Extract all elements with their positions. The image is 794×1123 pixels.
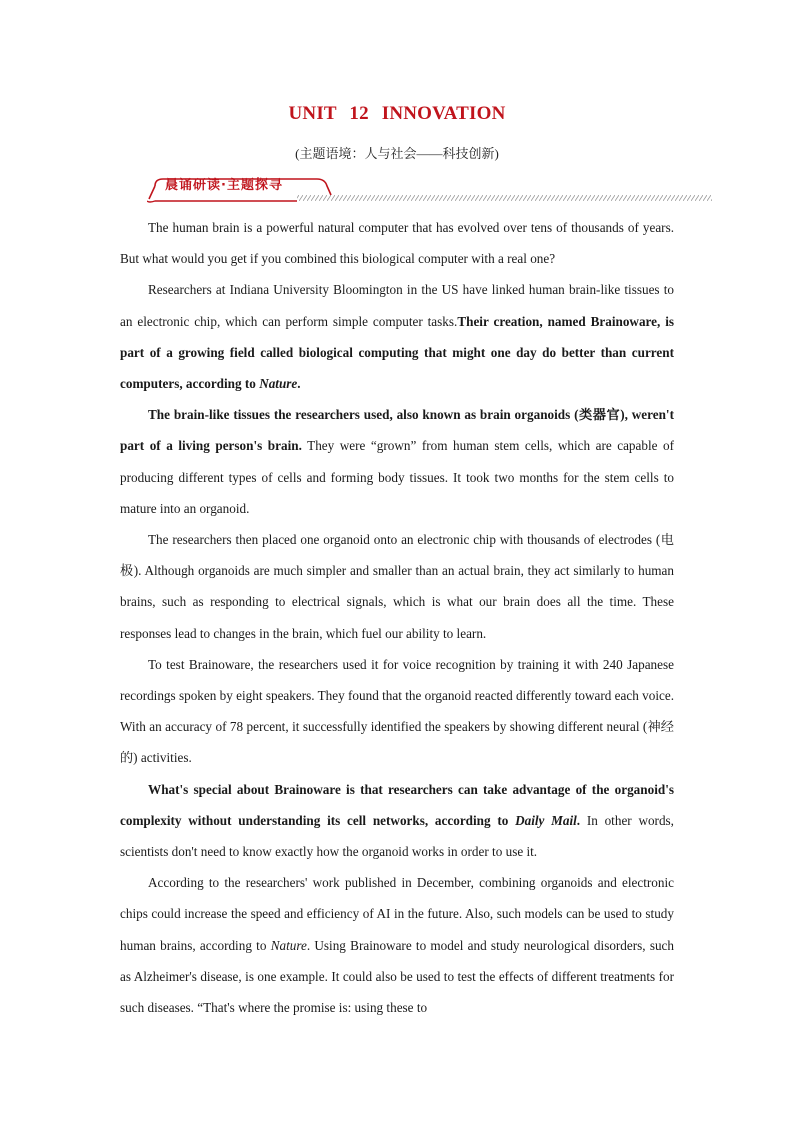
paragraph-6-bold-text: What's special about Brainoware is that researchers can take advantage of the organoid's complexity without understanding its cell networks, according to — [120, 781, 674, 828]
paragraph-7-text-b: . Using Brainoware to model and study neurological disorders, such as Alzheimer's disease, is one example. It could also be used to test the effects of different treatments for such diseases. “That's where the promise is: using these to — [120, 937, 674, 1016]
paragraph-2-bold-text: Their creation, named Brainoware, is part of a growing field called biological computing that might one day do better than current computers, according to — [120, 313, 674, 392]
paragraph-6 — [120, 774, 674, 868]
paragraph-3-bold: The brain-like tissues the researchers used, also known as brain organoids (类器官), weren't part of a living person's brain. — [120, 407, 674, 454]
paragraph-5: To test Brainoware, the researchers used it for voice recognition by training it with 240 Japanese recordings spoken by eight speakers. They found that the organoid reacted differently toward each voice. With an accuracy of 78 percent, it successfully identified the speakers by showing different neural (神经的) activities. — [120, 656, 674, 766]
theme-context-subtitle: (主题语境：人与社会——科技创新) — [295, 146, 499, 161]
paragraph-4: The researchers then placed one organoid onto an electronic chip with thousands of electrodes (电极). Although organoids are much simpler and smaller than an actual brain, they act similarly to human brains, such as responding to electrical signals, which is what our brain does all the time. These responses lead to changes in the brain, which fuel our ability to learn. — [120, 532, 674, 641]
paragraph-2-text: Researchers at Indiana University Bloomington in the US have linked human brain-like tissues to an electronic chip, which can perform simple computer tasks. — [120, 282, 674, 329]
source-nature: Nature — [259, 376, 298, 392]
paragraph-7-text-a: According to the researchers' work published in December, combining organoids and electronic chips could increase the speed and efficiency of AI in the future. Also, such models can be used to study human brains, according to — [120, 875, 674, 953]
paragraph-3-text: They were “grown” from human stem cells, which are capable of producing different types of cells and forming body tissues. It took two months for the stem cells to mature into an organoid. — [120, 438, 674, 516]
paragraph-2 — [120, 274, 674, 399]
paragraph-2-period: . — [297, 376, 301, 392]
paragraph-1: The human brain is a powerful natural computer that has evolved over tens of thousands of years. But what would you get if you combined this biological computer with a real one? — [120, 220, 674, 267]
paragraph-6-text: In other words, scientists don't need to know exactly how the organoid works in order to use it. — [120, 812, 674, 860]
paragraph-7 — [120, 867, 674, 1023]
banner-label: 晨诵研读·主题探寻 — [165, 178, 283, 193]
article-body — [120, 212, 674, 1023]
section-banner — [147, 177, 712, 205]
paragraph-3 — [120, 399, 674, 524]
unit-title: UNIT 12 INNOVATION — [288, 103, 506, 124]
paragraph-6-period: . — [576, 812, 581, 828]
source-nature-2: Nature — [270, 937, 307, 953]
source-daily-mail: Daily Mail — [515, 812, 577, 828]
